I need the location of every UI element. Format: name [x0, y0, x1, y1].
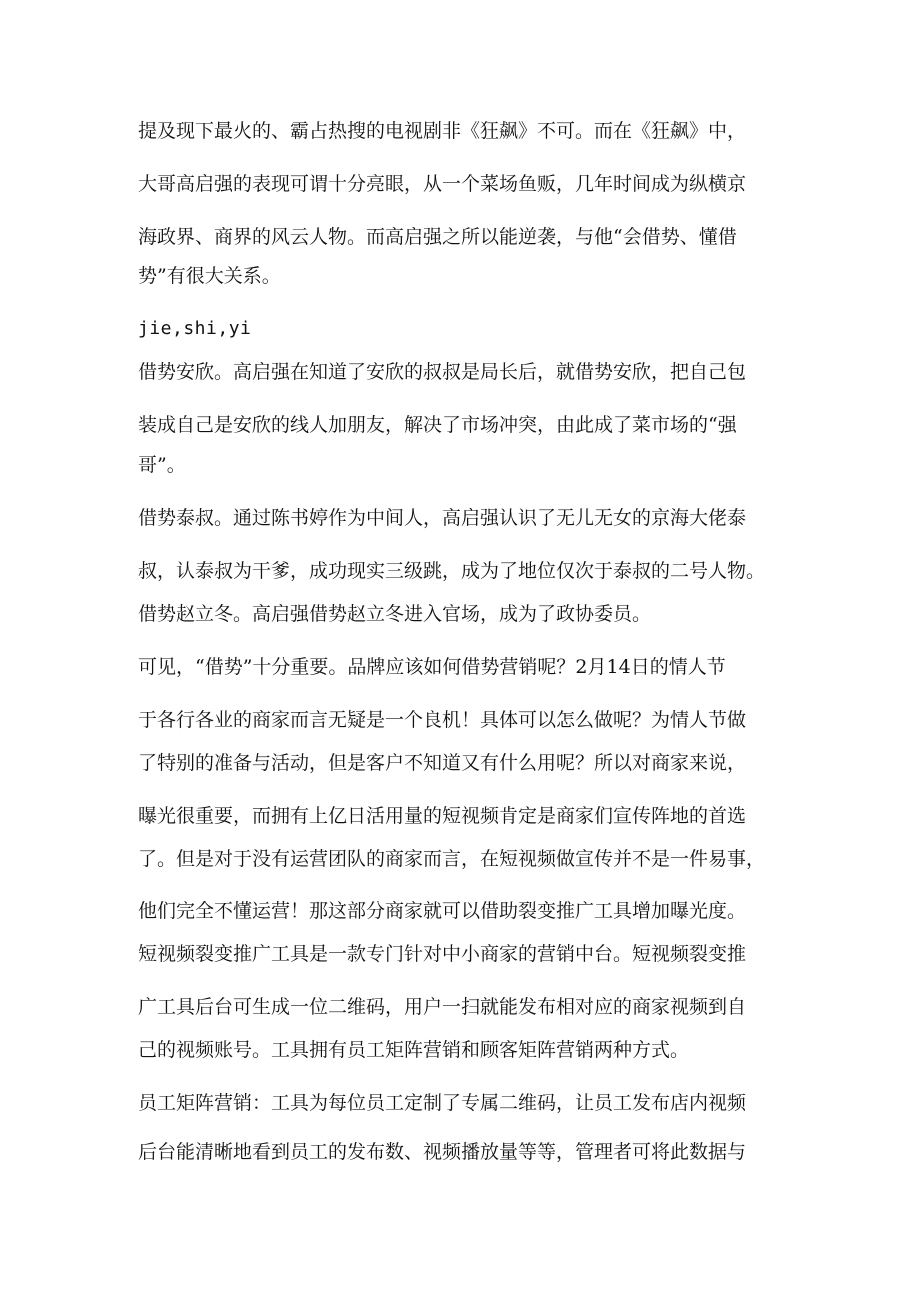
taishu-line-2: 叔，认泰叔为干爹，成功现实三级跳，成为了地位仅次于泰叔的二号人物。 [138, 560, 766, 582]
staff-line-2: 后台能清晰地看到员工的发布数、视频播放量等等，管理者可将此数据与 [138, 1141, 747, 1163]
marketing-line-1: 可见，“借势”十分重要。品牌应该如何借势营销呢？2月14日的情人节 [138, 656, 726, 678]
marketing-line-5: 了。但是对于没有运营团队的商家而言，在短视频做宣传并不是一件易事， [138, 848, 766, 870]
marketing-line-6: 他们完全不懂运营！那这部分商家就可以借助裂变推广工具增加曝光度。 [138, 900, 747, 922]
intro-line-2: 大哥高启强的表现可谓十分亮眼，从一个菜场鱼贩，几年时间成为纵横京 [138, 173, 747, 195]
zhaolidong-line: 借势赵立冬。高启强借势赵立冬进入官场，成为了政协委员。 [138, 603, 652, 625]
anxin-line-2: 装成自己是安欣的线人加朋友，解决了市场冲突，由此成了菜市场的“强 [138, 414, 737, 436]
anxin-line-3: 哥”。 [138, 454, 186, 476]
marketing-line-4: 曝光很重要，而拥有上亿日活用量的短视频肯定是商家们宣传阵地的首选 [138, 805, 747, 827]
staff-line-1: 员工矩阵营销：工具为每位员工定制了专属二维码，让员工发布店内视频 [138, 1092, 747, 1114]
anxin-line-1: 借势安欣。高启强在知道了安欣的叔叔是局长后，就借势安欣，把自己包 [138, 361, 747, 383]
tool-line-2: 广工具后台可生成一位二维码，用户一扫就能发布相对应的商家视频到自 [138, 996, 747, 1018]
intro-line-1: 提及现下最火的、霸占热搜的电视剧非《狂飙》不可。而在《狂飙》中， [138, 120, 747, 142]
pinyin-heading: jie,shi,yi [138, 318, 252, 339]
marketing-line-3: 了特别的准备与活动，但是客户不知道又有什么用呢？所以对商家来说， [138, 752, 747, 774]
tool-line-1: 短视频裂变推广工具是一款专门针对中小商家的营销中台。短视频裂变推 [138, 943, 747, 965]
intro-line-3: 海政界、商界的风云人物。而高启强之所以能逆袭，与他“会借势、懂借 [138, 226, 737, 248]
taishu-line-1: 借势泰叔。通过陈书婷作为中间人，高启强认识了无儿无女的京海大佬泰 [138, 507, 747, 529]
marketing-line-2: 于各行各业的商家而言无疑是一个良机！具体可以怎么做呢？为情人节做 [138, 709, 747, 731]
tool-line-3: 己的视频账号。工具拥有员工矩阵营销和顾客矩阵营销两种方式。 [138, 1039, 690, 1061]
intro-line-4: 势”有很大关系。 [138, 265, 281, 287]
